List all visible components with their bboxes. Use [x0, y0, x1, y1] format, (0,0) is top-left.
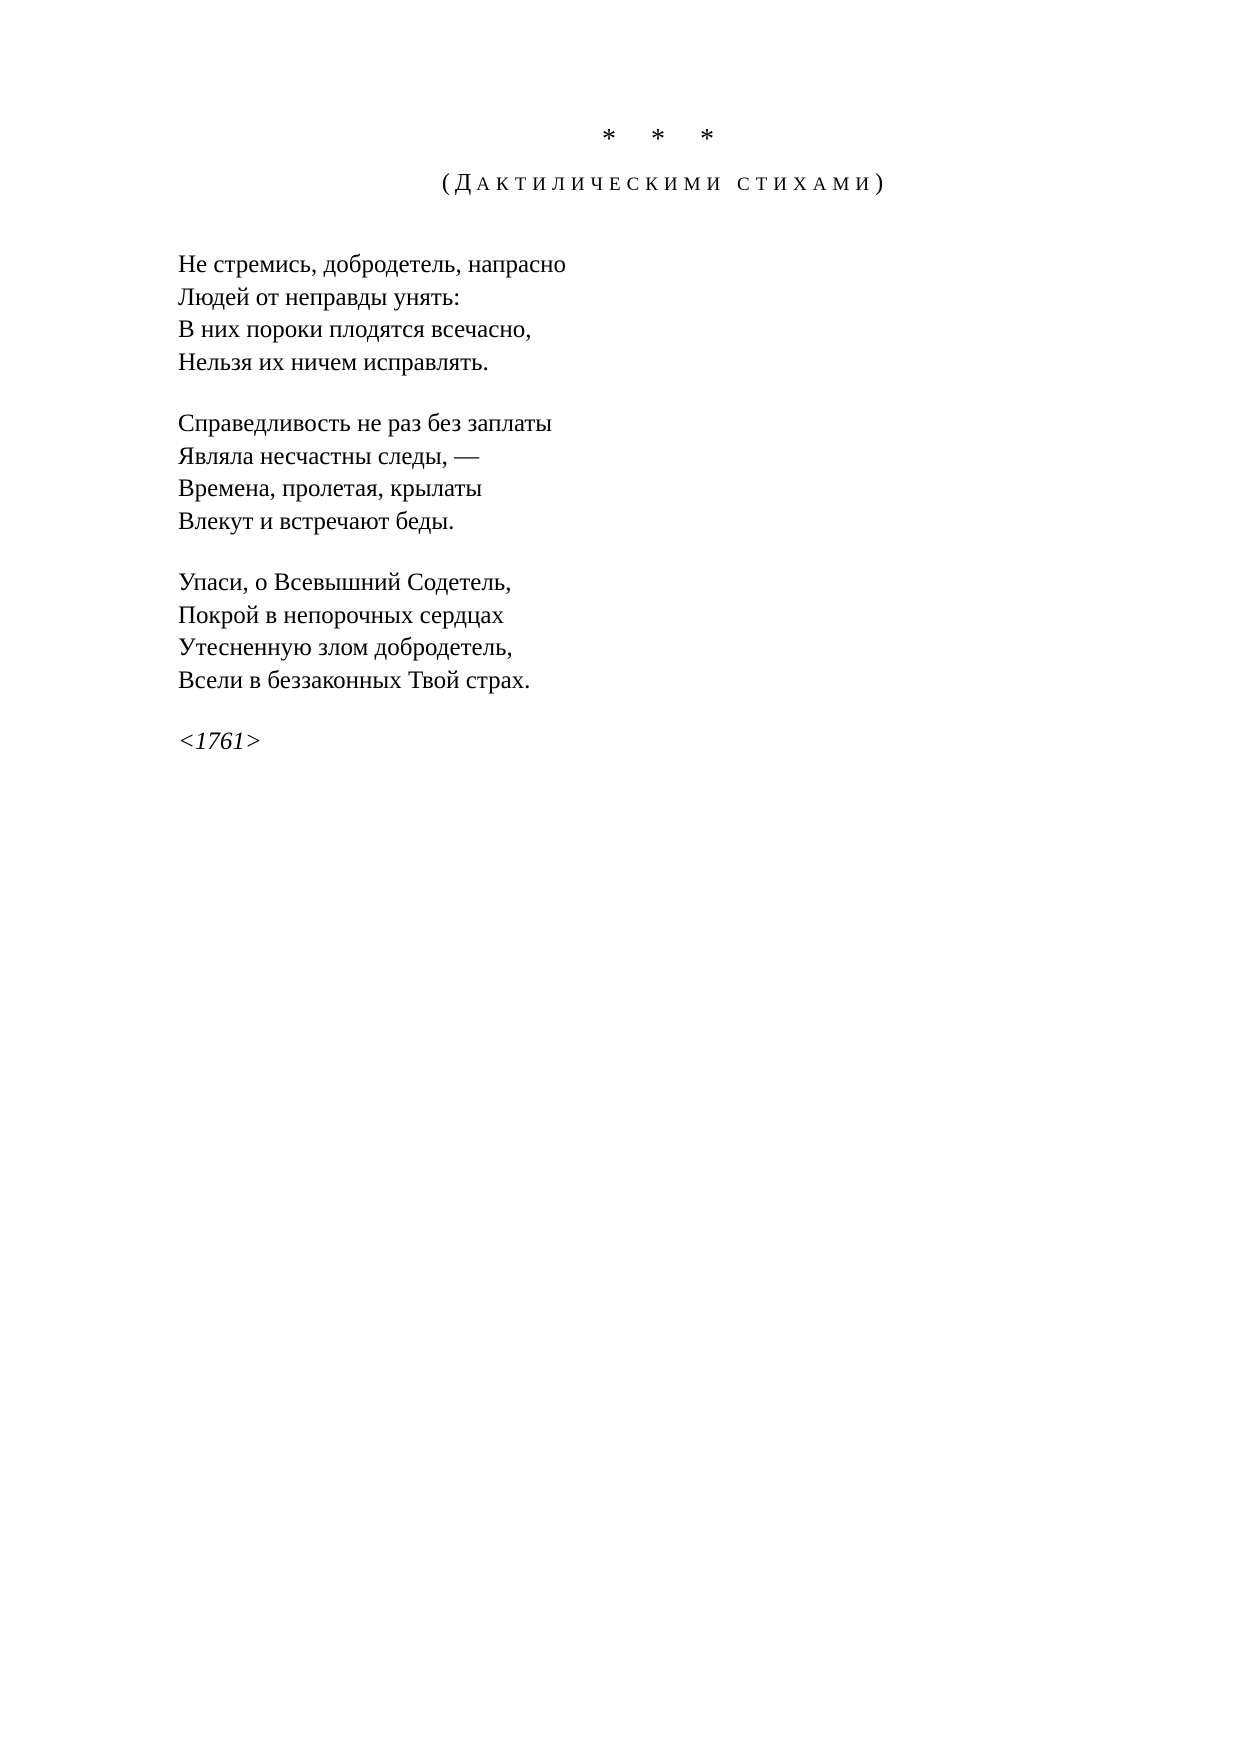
- stanza-3: [178, 567, 566, 697]
- poem-line: Всели в беззаконных Твой страх.: [178, 666, 531, 694]
- poem-line: Влекут и встречают беды.: [178, 507, 455, 535]
- subtitle-close-paren: ): [875, 170, 889, 196]
- subtitle-initial: Д: [454, 170, 477, 196]
- subtitle-rest: АКТИЛИЧЕСКИМИ СТИХАМИ: [476, 174, 876, 195]
- poem-line: Людей от неправды унять:: [178, 283, 461, 311]
- poem-line: Покрой в непорочных сердцах: [178, 601, 504, 629]
- poem-line: Являла несчастны следы, —: [178, 442, 480, 470]
- stanza-1: [178, 249, 566, 379]
- poem-subtitle: [0, 168, 1241, 200]
- poem-line: В них пороки плодятся всечасно,: [178, 316, 532, 343]
- poem-date: <1761>: [178, 728, 262, 755]
- poem-line: Не стремись, добродетель, напрасно: [178, 251, 567, 278]
- section-stars: * * *: [602, 124, 728, 155]
- poem-line: Времена, пролетая, крылаты: [178, 475, 483, 502]
- poem-line: Нельзя их ничем исправлять.: [178, 348, 489, 376]
- stanza-2: [178, 408, 566, 538]
- poem-line: Утесненную злом добродетель,: [178, 634, 513, 661]
- poem-line: Справедливость не раз без заплаты: [178, 410, 553, 437]
- poem-body: [178, 249, 566, 759]
- subtitle-open-paren: (: [441, 170, 455, 196]
- poem-line: Упаси, о Всевышний Содетель,: [178, 569, 512, 596]
